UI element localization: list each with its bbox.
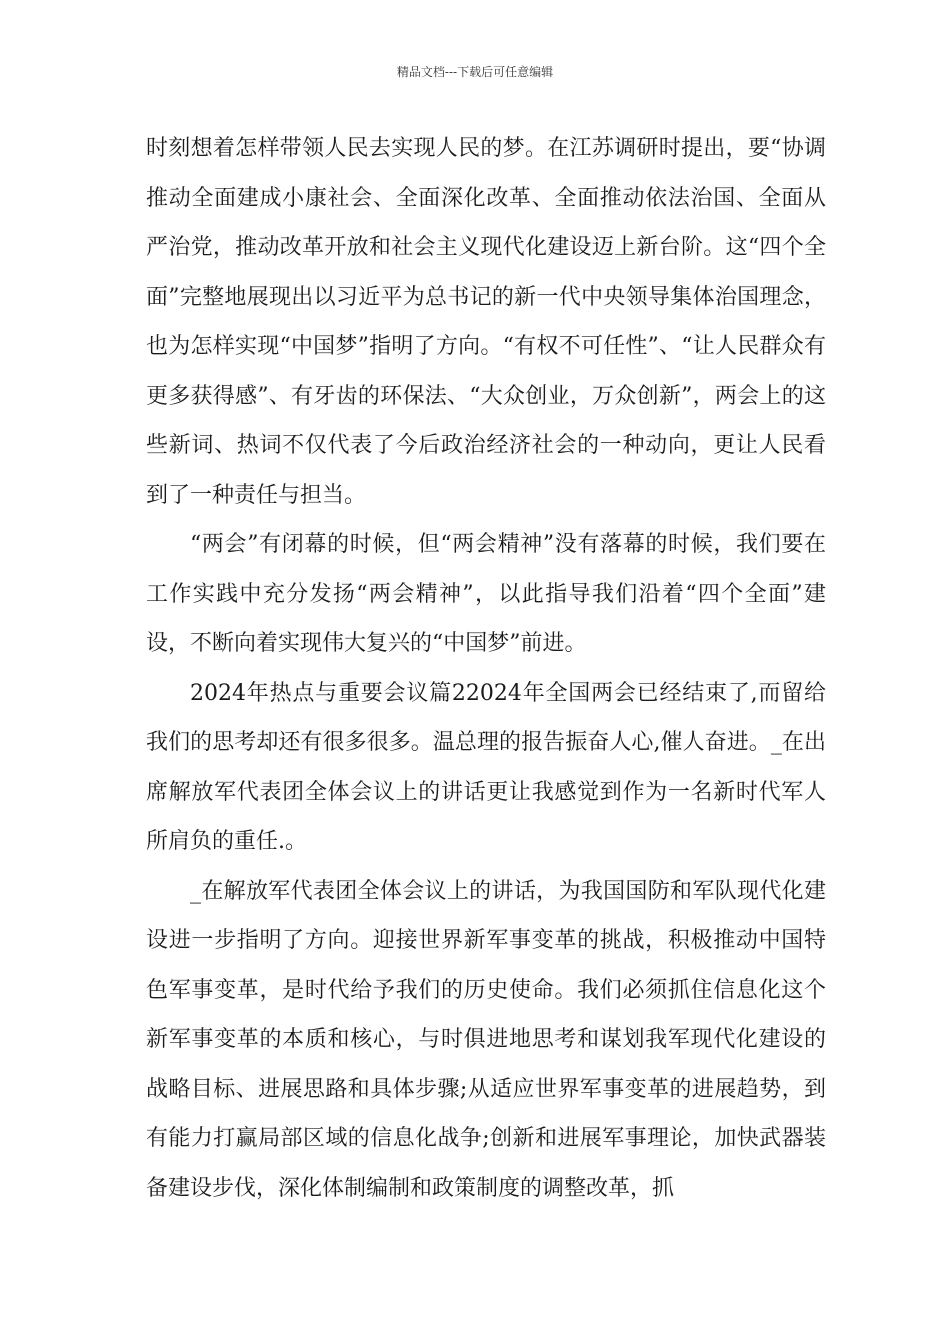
paragraph-3: 2024年热点与重要会议篇22024年全国两会已经结束了,而留给我们的思考却还有很多很多。温总理的报告振奋人心,催人奋进。_在出席解放军代表团全体会议上的讲话更让我感觉到作为一名新时代军人所肩负的重任.。 [146,680,826,854]
document-body [146,124,826,1213]
page-header: 精品文档---下载后可任意编辑 [396,65,554,79]
paragraph-4: _在解放军代表团全体会议上的讲话，为我国国防和军队现代化建设进一步指明了方向。迎接世界新军事变革的挑战，积极推动中国特色军事变革，是时代给予我们的历史使命。我们必须抓住信息化这个新军事变革的本质和核心，与时俱进地思考和谋划我军现代化建设的战略目标、进展思路和具体步骤;从适应世界军事变革的进展趋势，到有能力打赢局部区域的信息化战争;创新和进展军事理论，加快武器装备建设步伐，深化体制编制和政策制度的调整改革，抓 [146,878,826,1201]
paragraph-1: 时刻想着怎样带领人民去实现人民的梦。在江苏调研时提出，要“协调推动全面建成小康社会、全面深化改革、全面推动依法治国、全面从严治党，推动改革开放和社会主义现代化建设迈上新台阶。这“四个全面”完整地展现出以习近平为总书记的新一代中央领导集体治国理念，也为怎样实现“中国梦”指明了方向。“有权不可任性”、“让人民群众有更多获得感”、有牙齿的环保法、“大众创业，万众创新”，两会上的这些新词、热词不仅代表了今后政治经济社会的一种动向，更让人民看到了一种责任与担当。 [146,136,826,508]
paragraph-2: “两会”有闭幕的时候，但“两会精神”没有落幕的时候，我们要在工作实践中充分发扬“两会精神”，以此指导我们沿着“四个全面”建设，不断向着实现伟大复兴的“中国梦”前进。 [146,532,826,656]
